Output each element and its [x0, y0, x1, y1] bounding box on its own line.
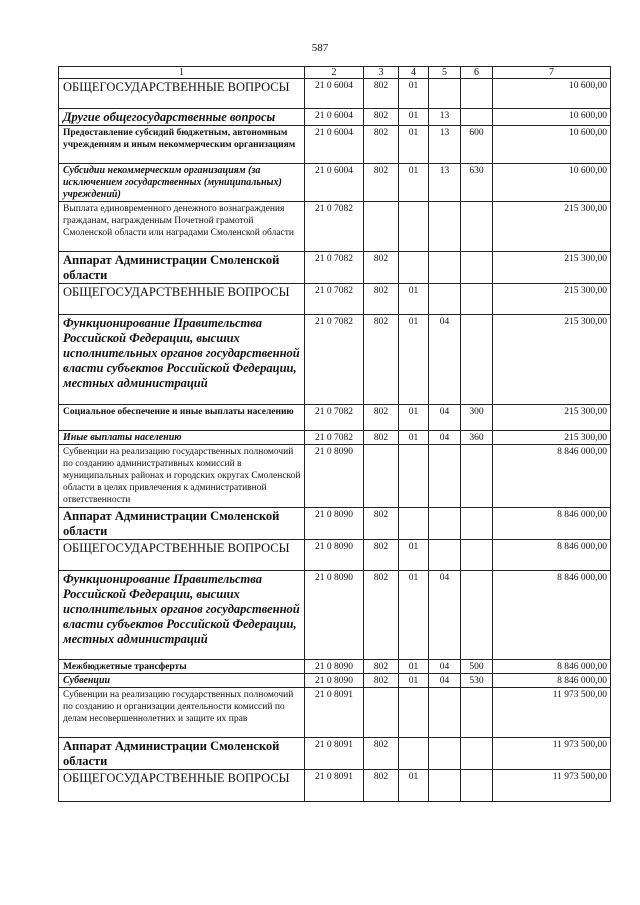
amount-cell: 215 300,00 — [493, 252, 611, 284]
amount-cell: 8 846 000,00 — [493, 445, 611, 508]
table-row — [59, 109, 611, 126]
subsection-cell: 13 — [429, 164, 461, 202]
expense-type-cell — [461, 571, 493, 660]
row-name-cell: Аппарат Администрации Смоленской области — [59, 252, 305, 284]
expense-type-cell: 630 — [461, 164, 493, 202]
ministry-code-cell: 802 — [364, 164, 399, 202]
amount-cell: 215 300,00 — [493, 315, 611, 405]
row-name-cell: ОБЩЕГОСУДАРСТВЕННЫЕ ВОПРОСЫ — [59, 770, 305, 802]
section-cell: 01 — [399, 284, 429, 315]
row-name-cell: ОБЩЕГОСУДАРСТВЕННЫЕ ВОПРОСЫ — [59, 284, 305, 315]
target-code-cell: 21 0 7082 — [305, 431, 364, 445]
row-name-cell: ОБЩЕГОСУДАРСТВЕННЫЕ ВОПРОСЫ — [59, 540, 305, 571]
ministry-code-cell: 802 — [364, 660, 399, 674]
expense-type-cell — [461, 284, 493, 315]
target-code-cell: 21 0 8090 — [305, 571, 364, 660]
target-code-cell: 21 0 8091 — [305, 688, 364, 738]
row-name-cell: Субвенции — [59, 674, 305, 688]
target-code-cell: 21 0 6004 — [305, 164, 364, 202]
table-row — [59, 688, 611, 738]
ministry-code-cell: 802 — [364, 405, 399, 431]
header-cell: 6 — [461, 67, 493, 79]
subsection-cell: 04 — [429, 315, 461, 405]
ministry-code-cell: 802 — [364, 252, 399, 284]
target-code-cell: 21 0 7082 — [305, 315, 364, 405]
expense-type-cell — [461, 109, 493, 126]
target-code-cell: 21 0 8090 — [305, 674, 364, 688]
section-cell: 01 — [399, 79, 429, 109]
table-row — [59, 508, 611, 540]
ministry-code-cell: 802 — [364, 431, 399, 445]
expense-type-cell — [461, 79, 493, 109]
section-cell — [399, 445, 429, 508]
table-row — [59, 660, 611, 674]
table-row — [59, 202, 611, 252]
subsection-cell — [429, 445, 461, 508]
table-row — [59, 540, 611, 571]
subsection-cell — [429, 540, 461, 571]
subsection-cell — [429, 770, 461, 802]
section-cell: 01 — [399, 431, 429, 445]
target-code-cell: 21 0 8091 — [305, 738, 364, 770]
section-cell — [399, 202, 429, 252]
subsection-cell: 13 — [429, 126, 461, 164]
amount-cell: 8 846 000,00 — [493, 660, 611, 674]
section-cell — [399, 252, 429, 284]
row-name-cell: Аппарат Администрации Смоленской области — [59, 738, 305, 770]
ministry-code-cell: 802 — [364, 126, 399, 164]
expense-type-cell — [461, 252, 493, 284]
expense-type-cell — [461, 315, 493, 405]
expense-type-cell — [461, 770, 493, 802]
amount-cell: 215 300,00 — [493, 431, 611, 445]
ministry-code-cell: 802 — [364, 315, 399, 405]
row-name-cell: Аппарат Администрации Смоленской области — [59, 508, 305, 540]
table-row — [59, 571, 611, 660]
row-name-cell: Выплата единовременного денежного вознаграждения гражданам, награжденным Почетной грамотой Смоленской области или наградами Смоленской области — [59, 202, 305, 252]
expense-type-cell — [461, 688, 493, 738]
ministry-code-cell — [364, 688, 399, 738]
page-number: 587 — [311, 42, 329, 54]
section-cell — [399, 738, 429, 770]
section-cell: 01 — [399, 405, 429, 431]
header-cell: 3 — [364, 67, 399, 79]
expense-type-cell: 360 — [461, 431, 493, 445]
table-row — [59, 252, 611, 284]
table-row — [59, 445, 611, 508]
subsection-cell: 04 — [429, 405, 461, 431]
section-cell: 01 — [399, 571, 429, 660]
subsection-cell — [429, 202, 461, 252]
amount-cell: 8 846 000,00 — [493, 508, 611, 540]
table-row — [59, 164, 611, 202]
expense-type-cell: 530 — [461, 674, 493, 688]
expense-type-cell — [461, 738, 493, 770]
target-code-cell: 21 0 6004 — [305, 79, 364, 109]
row-name-cell: Функционирование Правительства Российской Федерации, высших исполнительных органов государственной власти субъектов Российской Федерации, местных администраций — [59, 571, 305, 660]
target-code-cell: 21 0 7082 — [305, 252, 364, 284]
section-cell: 01 — [399, 540, 429, 571]
table-row — [59, 79, 611, 109]
amount-cell: 8 846 000,00 — [493, 674, 611, 688]
amount-cell: 215 300,00 — [493, 405, 611, 431]
subsection-cell — [429, 79, 461, 109]
table-row — [59, 770, 611, 802]
section-cell — [399, 688, 429, 738]
header-cell: 4 — [399, 67, 429, 79]
subsection-cell: 04 — [429, 431, 461, 445]
ministry-code-cell: 802 — [364, 738, 399, 770]
section-cell: 01 — [399, 164, 429, 202]
table-row — [59, 126, 611, 164]
subsection-cell — [429, 688, 461, 738]
ministry-code-cell: 802 — [364, 284, 399, 315]
header-cell: 1 — [59, 67, 305, 79]
subsection-cell — [429, 252, 461, 284]
target-code-cell: 21 0 7082 — [305, 405, 364, 431]
header-cell: 7 — [493, 67, 611, 79]
subsection-cell — [429, 284, 461, 315]
amount-cell: 10 600,00 — [493, 109, 611, 126]
ministry-code-cell: 802 — [364, 79, 399, 109]
section-cell: 01 — [399, 109, 429, 126]
amount-cell: 215 300,00 — [493, 202, 611, 252]
target-code-cell: 21 0 8091 — [305, 770, 364, 802]
ministry-code-cell: 802 — [364, 508, 399, 540]
expense-type-cell: 300 — [461, 405, 493, 431]
row-name-cell: Субсидии некоммерческим организациям (за исключением государственных (муниципальных) учреждений) — [59, 164, 305, 202]
row-name-cell: Иные выплаты населению — [59, 431, 305, 445]
target-code-cell: 21 0 7082 — [305, 202, 364, 252]
target-code-cell: 21 0 8090 — [305, 445, 364, 508]
budget-table — [58, 66, 611, 802]
table-row — [59, 738, 611, 770]
amount-cell: 11 973 500,00 — [493, 770, 611, 802]
subsection-cell: 04 — [429, 571, 461, 660]
header-cell: 2 — [305, 67, 364, 79]
amount-cell: 215 300,00 — [493, 284, 611, 315]
target-code-cell: 21 0 8090 — [305, 540, 364, 571]
subsection-cell: 13 — [429, 109, 461, 126]
target-code-cell: 21 0 7082 — [305, 284, 364, 315]
section-cell — [399, 508, 429, 540]
row-name-cell: Другие общегосударственные вопросы — [59, 109, 305, 126]
section-cell: 01 — [399, 674, 429, 688]
ministry-code-cell: 802 — [364, 571, 399, 660]
ministry-code-cell: 802 — [364, 109, 399, 126]
section-cell: 01 — [399, 126, 429, 164]
section-cell: 01 — [399, 770, 429, 802]
row-name-cell: Межбюджетные трансферты — [59, 660, 305, 674]
expense-type-cell: 500 — [461, 660, 493, 674]
ministry-code-cell: 802 — [364, 674, 399, 688]
subsection-cell: 04 — [429, 660, 461, 674]
table-row — [59, 431, 611, 445]
ministry-code-cell — [364, 202, 399, 252]
row-name-cell: Субвенции на реализацию государственных полномочий по созданию административных комиссий в муниципальных районах и городских округах Смоленской области в целях привлечения к административной ответственности — [59, 445, 305, 508]
table-row — [59, 315, 611, 405]
row-name-cell: Функционирование Правительства Российской Федерации, высших исполнительных органов государственной власти субъектов Российской Федерации, местных администраций — [59, 315, 305, 405]
expense-type-cell — [461, 445, 493, 508]
amount-cell: 10 600,00 — [493, 79, 611, 109]
table-row — [59, 674, 611, 688]
expense-type-cell: 600 — [461, 126, 493, 164]
expense-type-cell — [461, 508, 493, 540]
section-cell: 01 — [399, 315, 429, 405]
amount-cell: 8 846 000,00 — [493, 540, 611, 571]
amount-cell: 11 973 500,00 — [493, 688, 611, 738]
header-row — [59, 67, 611, 79]
amount-cell: 10 600,00 — [493, 164, 611, 202]
amount-cell: 11 973 500,00 — [493, 738, 611, 770]
table-row — [59, 284, 611, 315]
subsection-cell — [429, 738, 461, 770]
header-cell: 5 — [429, 67, 461, 79]
ministry-code-cell — [364, 445, 399, 508]
target-code-cell: 21 0 6004 — [305, 126, 364, 164]
subsection-cell — [429, 508, 461, 540]
subsection-cell: 04 — [429, 674, 461, 688]
expense-type-cell — [461, 202, 493, 252]
target-code-cell: 21 0 6004 — [305, 109, 364, 126]
expense-type-cell — [461, 540, 493, 571]
row-name-cell: Предоставление субсидий бюджетным, автономным учреждениям и иным некоммерческим организациям — [59, 126, 305, 164]
ministry-code-cell: 802 — [364, 540, 399, 571]
row-name-cell: Субвенции на реализацию государственных полномочий по созданию и организации деятельности комиссий по делам несовершеннолетних и защите их прав — [59, 688, 305, 738]
amount-cell: 8 846 000,00 — [493, 571, 611, 660]
row-name-cell: ОБЩЕГОСУДАРСТВЕННЫЕ ВОПРОСЫ — [59, 79, 305, 109]
ministry-code-cell: 802 — [364, 770, 399, 802]
target-code-cell: 21 0 8090 — [305, 660, 364, 674]
table-row — [59, 405, 611, 431]
row-name-cell: Социальное обеспечение и иные выплаты населению — [59, 405, 305, 431]
amount-cell: 10 600,00 — [493, 126, 611, 164]
target-code-cell: 21 0 8090 — [305, 508, 364, 540]
section-cell: 01 — [399, 660, 429, 674]
